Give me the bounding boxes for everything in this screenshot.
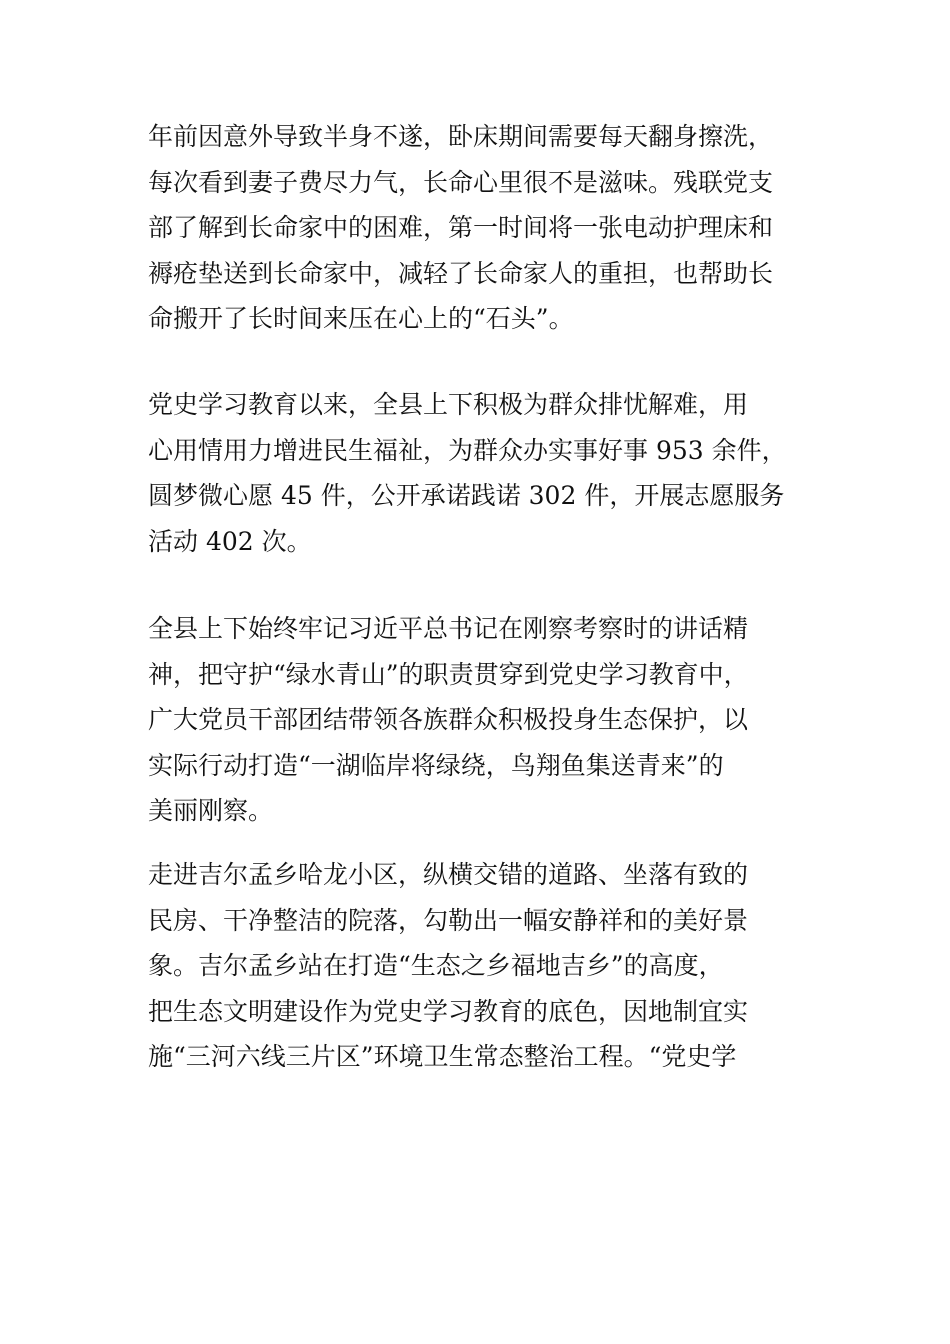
paragraph-line: 全县上下始终牢记习近平总书记在刚察考察时的讲话精 — [148, 614, 749, 643]
paragraph-2 — [148, 382, 828, 564]
paragraph-line: 广大党员干部团结带领各族群众积极投身生态保护，以 — [148, 705, 749, 734]
paragraph-line: 实际行动打造“一湖临岸将绿绕，鸟翔鱼集送青来”的 — [148, 750, 724, 780]
paragraph-line: 命搬开了长时间来压在心上的“石头”。 — [148, 304, 574, 333]
paragraph-line: 象。吉尔孟乡站在打造“生态之乡福地吉乡”的高度， — [148, 951, 724, 980]
paragraph-line: 美丽刚察。 — [148, 796, 274, 825]
paragraph-line: 部了解到长命家中的困难，第一时间将一张电动护理床和 — [148, 213, 774, 242]
paragraph-3 — [148, 606, 828, 834]
paragraph-line: 心用情用力增进民生福祉，为群众办实事好事 953 余件， — [148, 435, 787, 465]
paragraph-line: 把生态文明建设作为党史学习教育的底色，因地制宜实 — [148, 996, 749, 1026]
paragraph-line: 活动 402 次。 — [148, 526, 312, 556]
paragraph-line: 施“三河六线三片区”环境卫生常态整治工程。“党史学 — [148, 1042, 737, 1071]
paragraph-line: 圆梦微心愿 45 件，公开承诺践诺 302 件，开展志愿服务 — [148, 481, 785, 510]
paragraph-line: 走进吉尔孟乡哈龙小区，纵横交错的道路、坐落有致的 — [148, 860, 749, 889]
paragraph-line: 褥疮垫送到长命家中，减轻了长命家人的重担，也帮助长 — [148, 258, 774, 288]
paragraph-line: 每次看到妻子费尽力气，长命心里很不是滋味。残联党支 — [148, 167, 774, 197]
paragraph-line: 神，把守护“绿水青山”的职责贯穿到党史学习教育中， — [148, 659, 749, 689]
paragraph-4 — [148, 852, 828, 1080]
paragraph-line: 党史学习教育以来，全县上下积极为群众排忧解难，用 — [148, 390, 749, 419]
paragraph-line: 民房、干净整洁的院落，勾勒出一幅安静祥和的美好景 — [148, 905, 749, 935]
paragraph-1 — [148, 114, 828, 342]
paragraph-line: 年前因意外导致半身不遂，卧床期间需要每天翻身擦洗， — [148, 122, 774, 151]
